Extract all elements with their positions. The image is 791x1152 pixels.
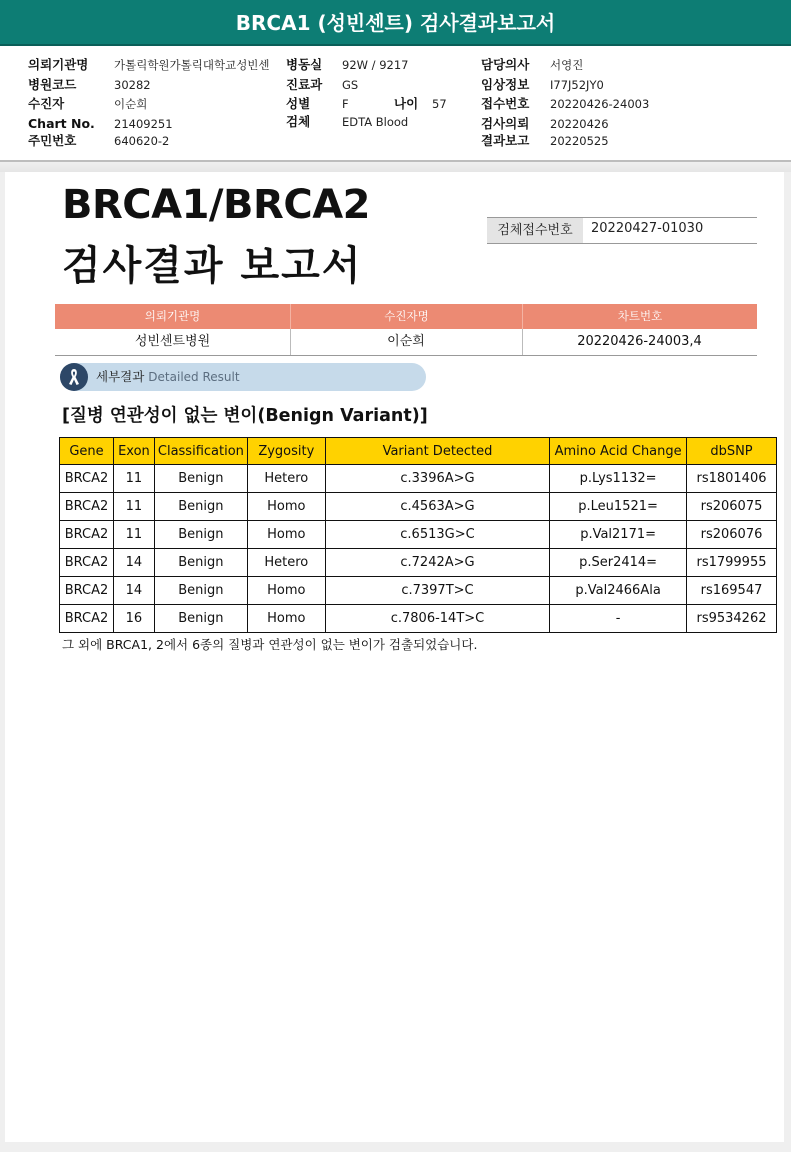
cell-dbsnp: rs1799955 — [687, 549, 777, 577]
cell-variant: c.3396A>G — [325, 465, 549, 493]
table-row — [60, 521, 777, 549]
report-title-bar: BRCA1 (성빈센트) 검사결과보고서 — [0, 0, 791, 46]
page-margin-right — [784, 172, 791, 1142]
cell-exon: 11 — [113, 493, 154, 521]
variant-table-header-row — [60, 438, 777, 465]
clinical-info-label: 임상정보 — [481, 77, 530, 92]
cell-classification: Benign — [154, 577, 247, 605]
doctor-value: 서영진 — [550, 58, 584, 72]
summary-header-chart: 차트번호 — [522, 304, 757, 329]
summary-header-patient: 수진자명 — [290, 304, 522, 329]
cell-gene: BRCA2 — [60, 493, 114, 521]
table-row — [60, 493, 777, 521]
request-date-label: 검사의뢰 — [481, 116, 530, 131]
cell-amino-acid: p.Val2171= — [550, 521, 687, 549]
cell-zygosity: Homo — [247, 521, 325, 549]
column-header-zygosity: Zygosity — [247, 438, 325, 465]
patient-info-header — [0, 48, 791, 160]
ward-value: 92W / 9217 — [342, 58, 409, 72]
summary-header-institution: 의뢰기관명 — [55, 304, 290, 329]
section-label-english: Detailed Result — [148, 370, 240, 384]
report-date-label: 결과보고 — [481, 133, 530, 148]
report-page — [5, 172, 784, 1142]
table-row — [60, 465, 777, 493]
cell-gene: BRCA2 — [60, 549, 114, 577]
accession-label: 검체접수번호 — [487, 218, 583, 243]
clinical-info-value: I77J52JY0 — [550, 78, 604, 92]
cell-amino-acid: p.Ser2414= — [550, 549, 687, 577]
benign-variant-heading: [질병 연관성이 없는 변이(Benign Variant)] — [62, 406, 428, 426]
variant-footnote: 그 외에 BRCA1, 2에서 6종의 질병과 연관성이 없는 변이가 검출되었습니다. — [62, 637, 478, 652]
report-date-value: 20220525 — [550, 134, 609, 148]
column-header-gene: Gene — [60, 438, 114, 465]
sex-value: F — [342, 97, 349, 111]
receipt-no-value: 20220426-24003 — [550, 97, 650, 111]
cell-zygosity: Homo — [247, 605, 325, 633]
cell-exon: 16 — [113, 605, 154, 633]
cell-dbsnp: rs169547 — [687, 577, 777, 605]
hospital-code-label: 병원코드 — [28, 77, 77, 92]
column-header-exon: Exon — [113, 438, 154, 465]
cell-variant: c.4563A>G — [325, 493, 549, 521]
variant-table — [59, 437, 777, 633]
patient-value: 이순희 — [114, 97, 148, 111]
cell-variant: c.7397T>C — [325, 577, 549, 605]
age-value: 57 — [432, 97, 447, 111]
cell-variant: c.7806-14T>C — [325, 605, 549, 633]
column-header-amino-acid: Amino Acid Change — [550, 438, 687, 465]
cell-zygosity: Hetero — [247, 549, 325, 577]
patient-label: 수진자 — [28, 96, 65, 111]
cell-zygosity: Hetero — [247, 465, 325, 493]
cell-gene: BRCA2 — [60, 465, 114, 493]
accession-value: 20220427-01030 — [591, 221, 704, 236]
doctor-label: 담당의사 — [481, 57, 530, 72]
report-title-line2: 검사결과 보고서 — [62, 243, 363, 289]
cell-dbsnp: rs9534262 — [687, 605, 777, 633]
cell-variant: c.6513G>C — [325, 521, 549, 549]
page-margin-bottom — [0, 1142, 791, 1152]
cell-amino-acid: - — [550, 605, 687, 633]
cell-zygosity: Homo — [247, 577, 325, 605]
column-header-classification: Classification — [154, 438, 247, 465]
cell-amino-acid: p.Val2466Ala — [550, 577, 687, 605]
request-date-value: 20220426 — [550, 117, 609, 131]
ward-label: 병동실 — [286, 57, 323, 72]
cell-variant: c.7242A>G — [325, 549, 549, 577]
header-separator — [0, 160, 791, 172]
resident-no-label: 주민번호 — [28, 133, 77, 148]
cell-amino-acid: p.Leu1521= — [550, 493, 687, 521]
summary-value-chart: 20220426-24003,4 — [522, 329, 757, 356]
institution-value: 가톨릭학원가톨릭대학교성빈센 — [114, 58, 270, 72]
chart-no-label: Chart No. — [28, 116, 95, 131]
awareness-ribbon-icon — [60, 363, 88, 391]
cell-classification: Benign — [154, 521, 247, 549]
cell-classification: Benign — [154, 493, 247, 521]
resident-no-value: 640620-2 — [114, 134, 170, 148]
cell-dbsnp: rs206076 — [687, 521, 777, 549]
column-header-variant: Variant Detected — [325, 438, 549, 465]
cell-exon: 11 — [113, 521, 154, 549]
accession-number-box — [487, 217, 757, 244]
report-title-line1: BRCA1/BRCA2 — [62, 182, 370, 228]
cell-dbsnp: rs1801406 — [687, 465, 777, 493]
cell-classification: Benign — [154, 465, 247, 493]
cell-classification: Benign — [154, 605, 247, 633]
cell-gene: BRCA2 — [60, 521, 114, 549]
specimen-label: 검체 — [286, 114, 311, 129]
cell-exon: 14 — [113, 577, 154, 605]
column-header-dbsnp: dbSNP — [687, 438, 777, 465]
section-pill-detailed-result — [60, 363, 426, 391]
receipt-no-label: 접수번호 — [481, 96, 530, 111]
cell-dbsnp: rs206075 — [687, 493, 777, 521]
age-label: 나이 — [394, 96, 419, 111]
table-row — [60, 549, 777, 577]
summary-value-patient: 이순희 — [290, 329, 522, 356]
department-label: 진료과 — [286, 77, 323, 92]
summary-value-institution: 성빈센트병원 — [55, 329, 290, 356]
cell-gene: BRCA2 — [60, 577, 114, 605]
table-row — [60, 605, 777, 633]
table-row — [60, 577, 777, 605]
cell-amino-acid: p.Lys1132= — [550, 465, 687, 493]
section-label — [96, 363, 240, 391]
specimen-value: EDTA Blood — [342, 115, 409, 129]
cell-zygosity: Homo — [247, 493, 325, 521]
chart-no-value: 21409251 — [114, 117, 173, 131]
cell-exon: 11 — [113, 465, 154, 493]
institution-label: 의뢰기관명 — [28, 57, 89, 72]
cell-gene: BRCA2 — [60, 605, 114, 633]
sex-label: 성별 — [286, 96, 311, 111]
cell-classification: Benign — [154, 549, 247, 577]
section-label-korean: 세부결과 — [96, 369, 145, 384]
cell-exon: 14 — [113, 549, 154, 577]
hospital-code-value: 30282 — [114, 78, 151, 92]
department-value: GS — [342, 78, 359, 92]
